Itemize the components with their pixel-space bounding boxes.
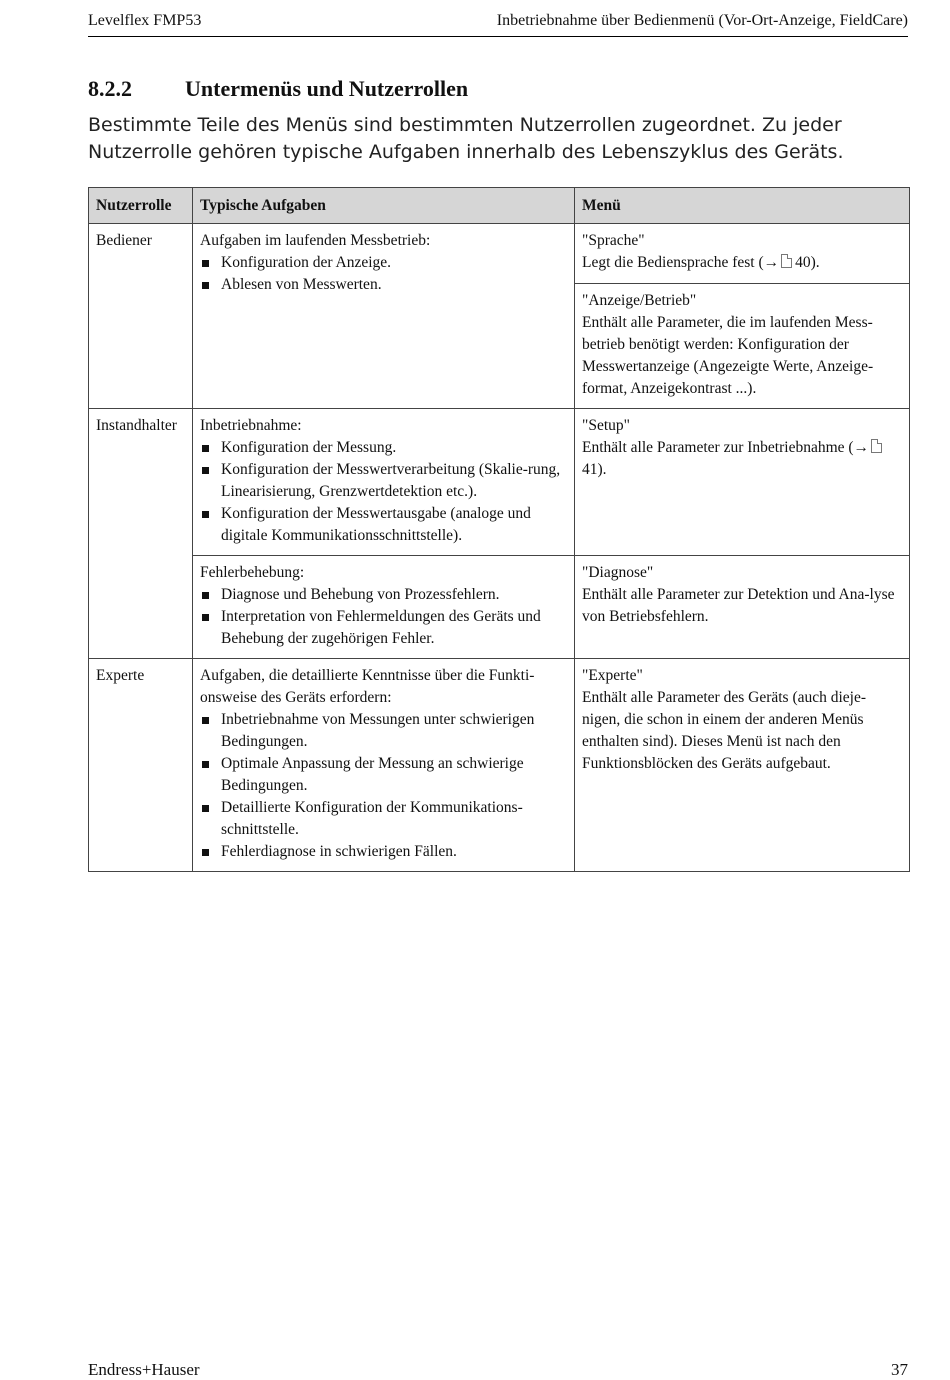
section-heading	[88, 76, 908, 102]
menu-name: "Setup"	[582, 417, 630, 434]
page-reference: 40).	[795, 254, 820, 271]
table-row	[89, 556, 910, 659]
task-list	[200, 252, 567, 296]
tasks-cell	[193, 409, 575, 556]
table-row	[89, 659, 910, 872]
task-item: Konfiguration der Messung.	[200, 437, 567, 459]
menu-cell	[575, 556, 910, 659]
tasks-cell	[193, 659, 575, 872]
task-item: Inbetriebnahme von Messungen unter schwierigen Bedingungen.	[200, 709, 567, 753]
page-number: 37	[891, 1360, 908, 1379]
task-item: Optimale Anpassung der Messung an schwierige Bedingungen.	[200, 753, 567, 797]
menu-description: Enthält alle Parameter zur Detektion und Ana-lyse von Betriebsfehlern.	[582, 586, 895, 625]
tasks-intro: Inbetriebnahme:	[200, 417, 302, 434]
task-item: Diagnose und Behebung von Prozessfehlern.	[200, 584, 567, 606]
tasks-intro: Fehlerbehebung:	[200, 564, 305, 581]
page-reference: 41).	[582, 461, 607, 478]
task-item: Konfiguration der Messwertausgabe (analoge und digitale Kommunikationsschnittstelle).	[200, 503, 567, 547]
menu-description: Enthält alle Parameter, die im laufenden Mess-betrieb benötigt werden: Konfiguration der Messwertanzeige (Angezeigte Werte, Anzeige-format, Anzeigekontrast ...).	[582, 314, 874, 397]
task-item: Interpretation von Fehlermeldungen des Geräts und Behebung der zugehörigen Fehler.	[200, 606, 567, 650]
role-cell-experte: Experte	[89, 659, 193, 872]
menu-description: Enthält alle Parameter des Geräts (auch dieje-nigen, die schon in einem der anderen Menüs enthalten sind). Dieses Menü ist nach den Funktionsblöcken des Geräts aufgebaut.	[582, 689, 867, 772]
header-nutzerrolle: Nutzerrolle	[89, 188, 193, 224]
role-cell-instandhalter: Instandhalter	[89, 409, 193, 659]
task-item: Fehlerdiagnose in schwierigen Fällen.	[200, 841, 567, 863]
menu-cell	[575, 284, 910, 409]
header-menue: Menü	[575, 188, 910, 224]
menu-cell	[575, 224, 910, 284]
tasks-intro: Aufgaben, die detaillierte Kenntnisse über die Funkti-onsweise des Geräts erfordern:	[200, 667, 535, 706]
footer-brand: Endress+Hauser	[88, 1360, 200, 1379]
tasks-cell	[193, 556, 575, 659]
page-header	[88, 6, 908, 37]
header-product: Levelflex FMP53	[88, 12, 202, 29]
page-footer	[88, 1360, 908, 1380]
document-page-icon	[871, 439, 882, 453]
section-intro: Bestimmte Teile des Menüs sind bestimmten Nutzerrollen zugeordnet. Zu jeder Nutzerrolle gehören typische Aufgaben innerhalb des Lebenszyklus des Geräts.	[88, 114, 844, 163]
section-title: Untermenüs und Nutzerrollen	[185, 76, 469, 101]
table-header-row	[89, 188, 910, 224]
user-roles-table	[88, 187, 910, 872]
table-row	[89, 409, 910, 556]
task-item: Konfiguration der Messwertverarbeitung (Skalie-rung, Linearisierung, Grenzwertdetektion etc.).	[200, 459, 567, 503]
menu-name: "Sprache"	[582, 232, 645, 249]
tasks-intro: Aufgaben im laufenden Messbetrieb:	[200, 232, 431, 249]
menu-cell	[575, 409, 910, 556]
menu-description: Enthält alle Parameter zur Inbetriebnahme (→41).	[582, 437, 902, 481]
table-row	[89, 224, 910, 284]
menu-cell	[575, 659, 910, 872]
role-cell-bediener: Bediener	[89, 224, 193, 409]
task-item: Ablesen von Messwerten.	[200, 274, 567, 296]
menu-name: "Experte"	[582, 667, 643, 684]
menu-name: "Anzeige/Betrieb"	[582, 292, 697, 309]
tasks-cell	[193, 224, 575, 409]
task-item: Konfiguration der Anzeige.	[200, 252, 567, 274]
document-page-icon	[781, 254, 792, 268]
section-number: 8.2.2	[88, 76, 132, 101]
task-list	[200, 584, 567, 650]
task-item: Detaillierte Konfiguration der Kommunikations-schnittstelle.	[200, 797, 567, 841]
menu-name: "Diagnose"	[582, 564, 654, 581]
header-chapter: Inbetriebnahme über Bedienmenü (Vor-Ort-Anzeige, FieldCare)	[496, 12, 908, 29]
header-typische-aufgaben: Typische Aufgaben	[193, 188, 575, 224]
task-list	[200, 709, 567, 863]
task-list	[200, 437, 567, 547]
menu-description: Legt die Bediensprache fest (→ 40).	[582, 254, 820, 271]
